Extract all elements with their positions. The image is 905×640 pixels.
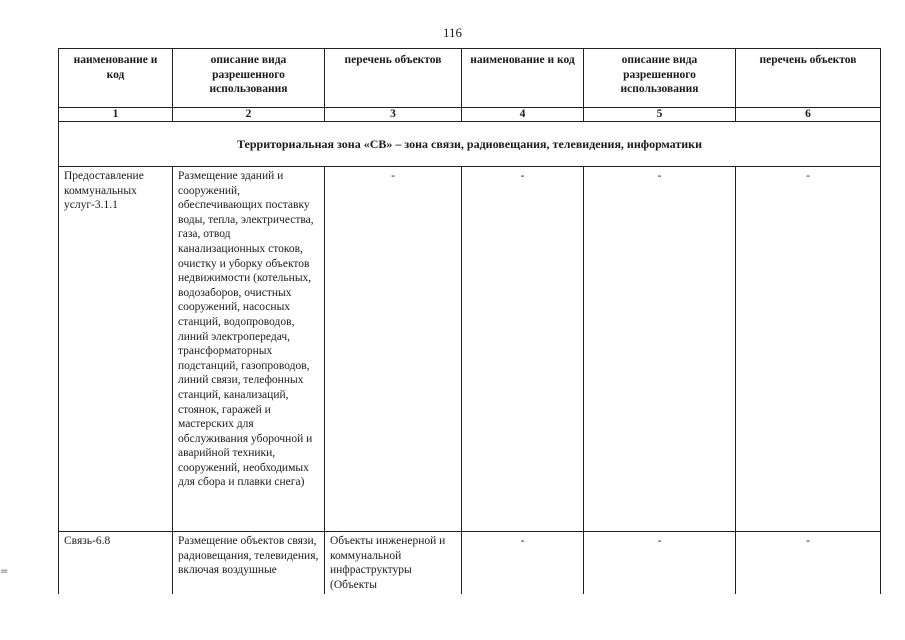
table-row [59,532,881,595]
table-row [59,167,881,532]
column-number: 4 [462,108,584,122]
use-description: Размещение зданий и сооружений, обеспечивающих поставку воды, тепла, электричества, газа, отвод канализационных стоков, очистку и уборку объектов недвижимости (котельных, водозаборов, очистных сооружений, насосных станций, водопроводов, линий электропередач, трансформаторных подстанций, газопроводов, линий связи, телефонных станций, канализаций, стоянок, гаражей и мастерских для обслуживания уборочной и аварийной техники, сооружений, необходимых для сбора и плавки снега) [173,167,325,532]
edge-mark: = [0,566,9,577]
header-cell: описание вида разрешенного использования [584,49,736,108]
header-cell: описание вида разрешенного использования [173,49,325,108]
column-number: 5 [584,108,736,122]
column-number: 3 [325,108,462,122]
use-name-2: - [462,532,584,595]
header-cell: перечень объектов [736,49,881,108]
land-use-table [58,48,881,594]
use-name: Связь-6.8 [59,532,173,595]
objects-list: Объекты инженерной и коммунальной инфраструктуры (Объекты [325,532,462,595]
objects-list: - [325,167,462,532]
header-cell: наименование и код [59,49,173,108]
page-number: 116 [442,25,463,40]
column-number-row [59,108,881,122]
use-description-2: - [584,532,736,595]
objects-list-2: - [736,167,881,532]
zone-title: Территориальная зона «СВ» – зона связи, радиовещания, телевидения, информатики [59,122,881,167]
header-row [59,49,881,108]
objects-list-2: - [736,532,881,595]
column-number: 2 [173,108,325,122]
column-number: 6 [736,108,881,122]
use-name-2: - [462,167,584,532]
header-cell: наименование и код [462,49,584,108]
use-description: Размещение объектов связи, радиовещания, телевидения, включая воздушные [173,532,325,595]
use-description-2: - [584,167,736,532]
column-number: 1 [59,108,173,122]
header-cell: перечень объектов [325,49,462,108]
zone-title-row [59,122,881,167]
use-name: Предоставление коммунальных услуг-3.1.1 [59,167,173,532]
